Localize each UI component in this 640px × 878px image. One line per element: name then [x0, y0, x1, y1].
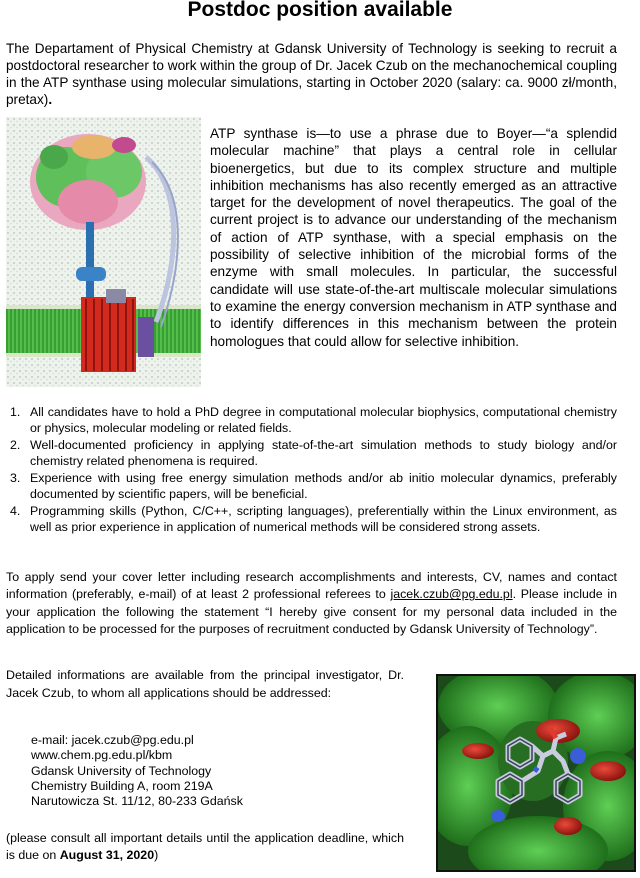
email-link[interactable]: jacek.czub@pg.edu.pl [390, 587, 513, 602]
consult-end: ) [154, 848, 159, 862]
requirement-number: 1. [10, 405, 21, 419]
contact-university: Gdansk University of Technology [31, 763, 212, 778]
molecular-surface-figure [436, 674, 636, 872]
requirement-text: Well-documented proficiency in applying state-of-the-art simulation methods to study biology and/or chemistry related phenomena is required. [30, 438, 617, 468]
requirement-number: 3. [10, 471, 21, 485]
atp-synthase-figure [6, 117, 201, 387]
requirement-text: Programming skills (Python, C/C++, scripting languages), preferentially within the Linux environment, as well as prior experience in application of numerical methods will be considered strong assets. [30, 504, 617, 534]
intro-end: . [48, 92, 53, 107]
contact-block [31, 733, 243, 809]
requirement-item [8, 504, 617, 535]
contact-room: Chemistry Building A, room 219A [31, 778, 213, 793]
deadline-date: August 31, 2020 [59, 848, 155, 862]
atp-synthase-illustration [6, 117, 201, 387]
requirement-text: All candidates have to hold a PhD degree in computational molecular biophysics, computational chemistry or physics, molecular modeling or related fields. [30, 405, 617, 435]
intro-text: The Departament of Physical Chemistry at Gdansk University of Technology is seeking to recruit a postdoctoral researcher to work within the group of Dr. Jacek Czub on the mechanochemical coupling in the ATP synthase using molecular simulations, starting in October 2020 (salary: ca. 9000 zł/month, pretax) [6, 41, 617, 107]
requirement-item [8, 405, 617, 436]
detailed-info-paragraph: Detailed informations are available from the principal investigator, Dr. Jacek Czub, to whom all applications should be addressed: [6, 668, 404, 700]
intro-paragraph [6, 40, 617, 108]
application-instructions [6, 569, 617, 638]
apply-text-after: . Please include in your application the following the statement “I hereby give consent for my personal data included in the application to be processed for the purposes of recruitment conducted by Gdansk University of Technology”. [6, 587, 617, 636]
requirement-number: 4. [10, 504, 21, 518]
page-title: Postdoc position available [187, 0, 453, 21]
consult-text: (please consult all important details until the application deadline, which is due on [6, 831, 404, 862]
requirement-text: Experience with using free energy simulation methods and/or ab initio molecular dynamics, preferably documented by scientific papers, will be beneficial. [30, 471, 617, 501]
requirement-item [8, 438, 617, 469]
contact-website: www.chem.pg.edu.pl/kbm [31, 748, 173, 763]
requirements-list [8, 405, 617, 537]
project-description: ATP synthase is—to use a phrase due to Boyer—“a splendid molecular machine” that plays a central role in cellular bioenergetics, but due to its complex structure and multiple inhibition mechanisms has also recently emerged as an attractive target for the development of novel therapeutics. The goal of the current project is to advance our understanding of the mechanism of action of ATP synthase, with a special emphasis on the possibility of selective inhibition of the microbial forms of the enzyme with small molecules. In particular, the successful candidate will use state-of-the-art multiscale molecular simulations to examine the energy conversion mechanism in ATP synthase and to identify differences in this mechanism between the protein homologues that could allow for selective inhibition. [210, 126, 617, 349]
contact-email: e-mail: jacek.czub@pg.edu.pl [31, 733, 194, 747]
deadline-note [6, 830, 404, 864]
contact-address: Narutowicza St. 11/12, 80-233 Gdańsk [31, 794, 243, 809]
requirement-number: 2. [10, 438, 21, 452]
binding-site-illustration [438, 676, 634, 870]
apply-text-before: To apply send your cover letter including research accomplishments and interests, CV, names and contact information (preferably, e-mail) of at least 2 professional referees to [6, 570, 617, 602]
requirement-item [8, 471, 617, 502]
